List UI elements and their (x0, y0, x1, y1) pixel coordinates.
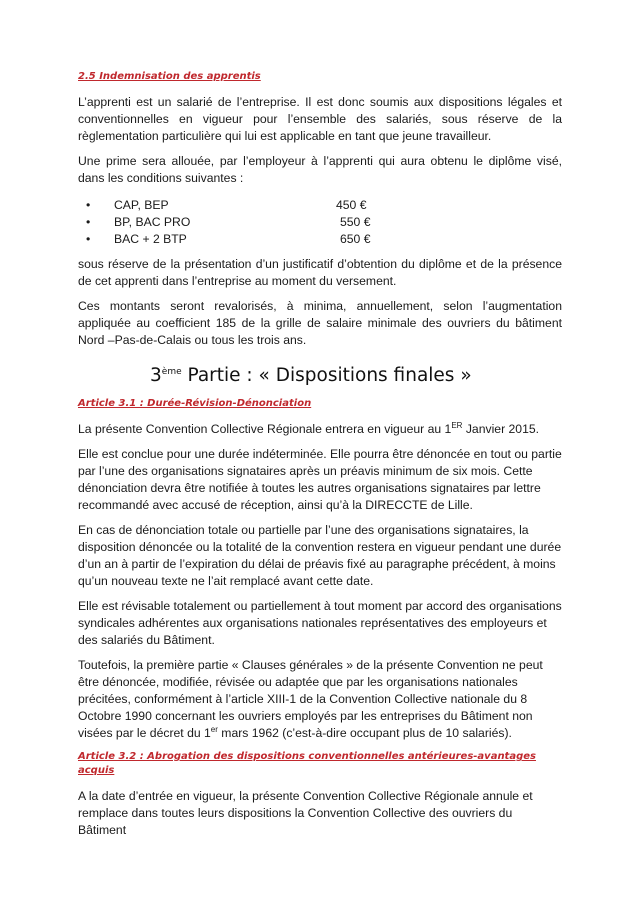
bullet-icon: • (86, 215, 91, 229)
text-fragment: Janvier 2015. (462, 422, 540, 436)
part-number-suffix: ème (161, 366, 182, 377)
bullet-icon: • (86, 232, 91, 246)
article-heading-3-1: Article 3.1 : Durée-Révision-Dénonciation (78, 398, 312, 409)
prime-label: BP, BAC PRO (114, 215, 191, 229)
part-title (150, 363, 562, 389)
paragraph-denonciation: En cas de dénonciation totale ou partielle par l’une des organisations signataires, la disposition dénoncée ou la totalité de la convention restera en vigueur pendant une durée d’un an à partir de l’expiration du délai de préavis fixé au paragraphe précédent, à moins qu’un nouveau texte ne l’ait remplacé avant cette date. (78, 523, 562, 588)
prime-label: CAP, BEP (114, 198, 169, 212)
prime-label: BAC + 2 BTP (114, 232, 187, 246)
document-page (78, 70, 562, 847)
superscript: ER (451, 420, 463, 430)
prime-amount: 550 € (340, 215, 371, 229)
paragraph-entry-into-force (78, 421, 562, 438)
paragraph-prime-conditions: sous réserve de la présentation d’un justificatif d’obtention du diplôme et de la présence de cet apprenti dans l’entreprise au moment du versement. (78, 257, 562, 288)
article-heading-3-2: Article 3.2 : Abrogation des dispositions conventionnelles antérieures-avantages acquis (78, 751, 536, 776)
text-fragment: mars 1962 (c’est-à-dire occupant plus de 10 salariés). (217, 726, 512, 740)
paragraph-revision: Elle est révisable totalement ou partiellement à tout moment par accord des organisations syndicales adhérentes aux organisations nationales représentatives des employeurs et des salariés du Bâtiment. (78, 599, 562, 647)
text-fragment: Toutefois, la première partie « Clauses générales » de la présente Convention ne peut être dénoncée, modifiée, révisée ou adaptée que par les organisations nationales précitées, conformément à l’article XIII-1 de la Convention Collective nationale du 8 Octobre 1990 concernant les ouvriers employés par les entreprises du Bâtiment non visées par le décret du 1 (78, 658, 543, 740)
superscript: er (210, 724, 218, 734)
part-number: 3 (150, 365, 162, 386)
list-item (86, 197, 562, 214)
bullet-icon: • (86, 198, 91, 212)
text-fragment: La présente Convention Collective Régionale entrera en vigueur au 1 (78, 422, 452, 436)
section-heading-2-5: 2.5 Indemnisation des apprentis (78, 71, 261, 82)
paragraph-apprenti-status: L’apprenti est un salarié de l’entreprise. Il est donc soumis aux dispositions légales et conventionnelles en vigueur pour l’ensemble des salariés, sous réserve de la règlementation particulière qui lui est applicable en tant que jeune travailleur. (78, 95, 562, 143)
paragraph-revalorisation: Ces montants seront revalorisés, à minima, annuellement, selon l’augmentation appliquée au coefficient 185 de la grille de salaire minimale des ouvriers du bâtiment Nord –Pas-de-Calais ou tous les trois ans. (78, 299, 562, 347)
paragraph-abrogation: A la date d’entrée en vigueur, la présente Convention Collective Régionale annule et remplace dans toutes leurs dispositions la Convention Collective des ouvriers du Bâtiment (78, 789, 533, 837)
prime-amount: 450 € (336, 198, 367, 212)
part-title-text: Partie : « Dispositions finales » (181, 365, 472, 386)
list-item (86, 231, 562, 248)
prime-amount: 650 € (340, 232, 371, 246)
paragraph-first-part-rules (78, 657, 562, 742)
prime-list (78, 197, 562, 248)
paragraph-duration: Elle est conclue pour une durée indéterminée. Elle pourra être dénoncée en tout ou partie par l’une des organisations signataires après un préavis minimum de six mois. Cette dénonciation devra être notifiée à toutes les autres organisations signataires par lettre recommandé avec accusé de réception, ainsi qu’à la DIRECCTE de Lille. (78, 447, 562, 512)
list-item (86, 214, 562, 231)
paragraph-prime-intro: Une prime sera allouée, par l’employeur à l’apprenti qui aura obtenu le diplôme visé, dans les conditions suivantes : (78, 154, 562, 185)
